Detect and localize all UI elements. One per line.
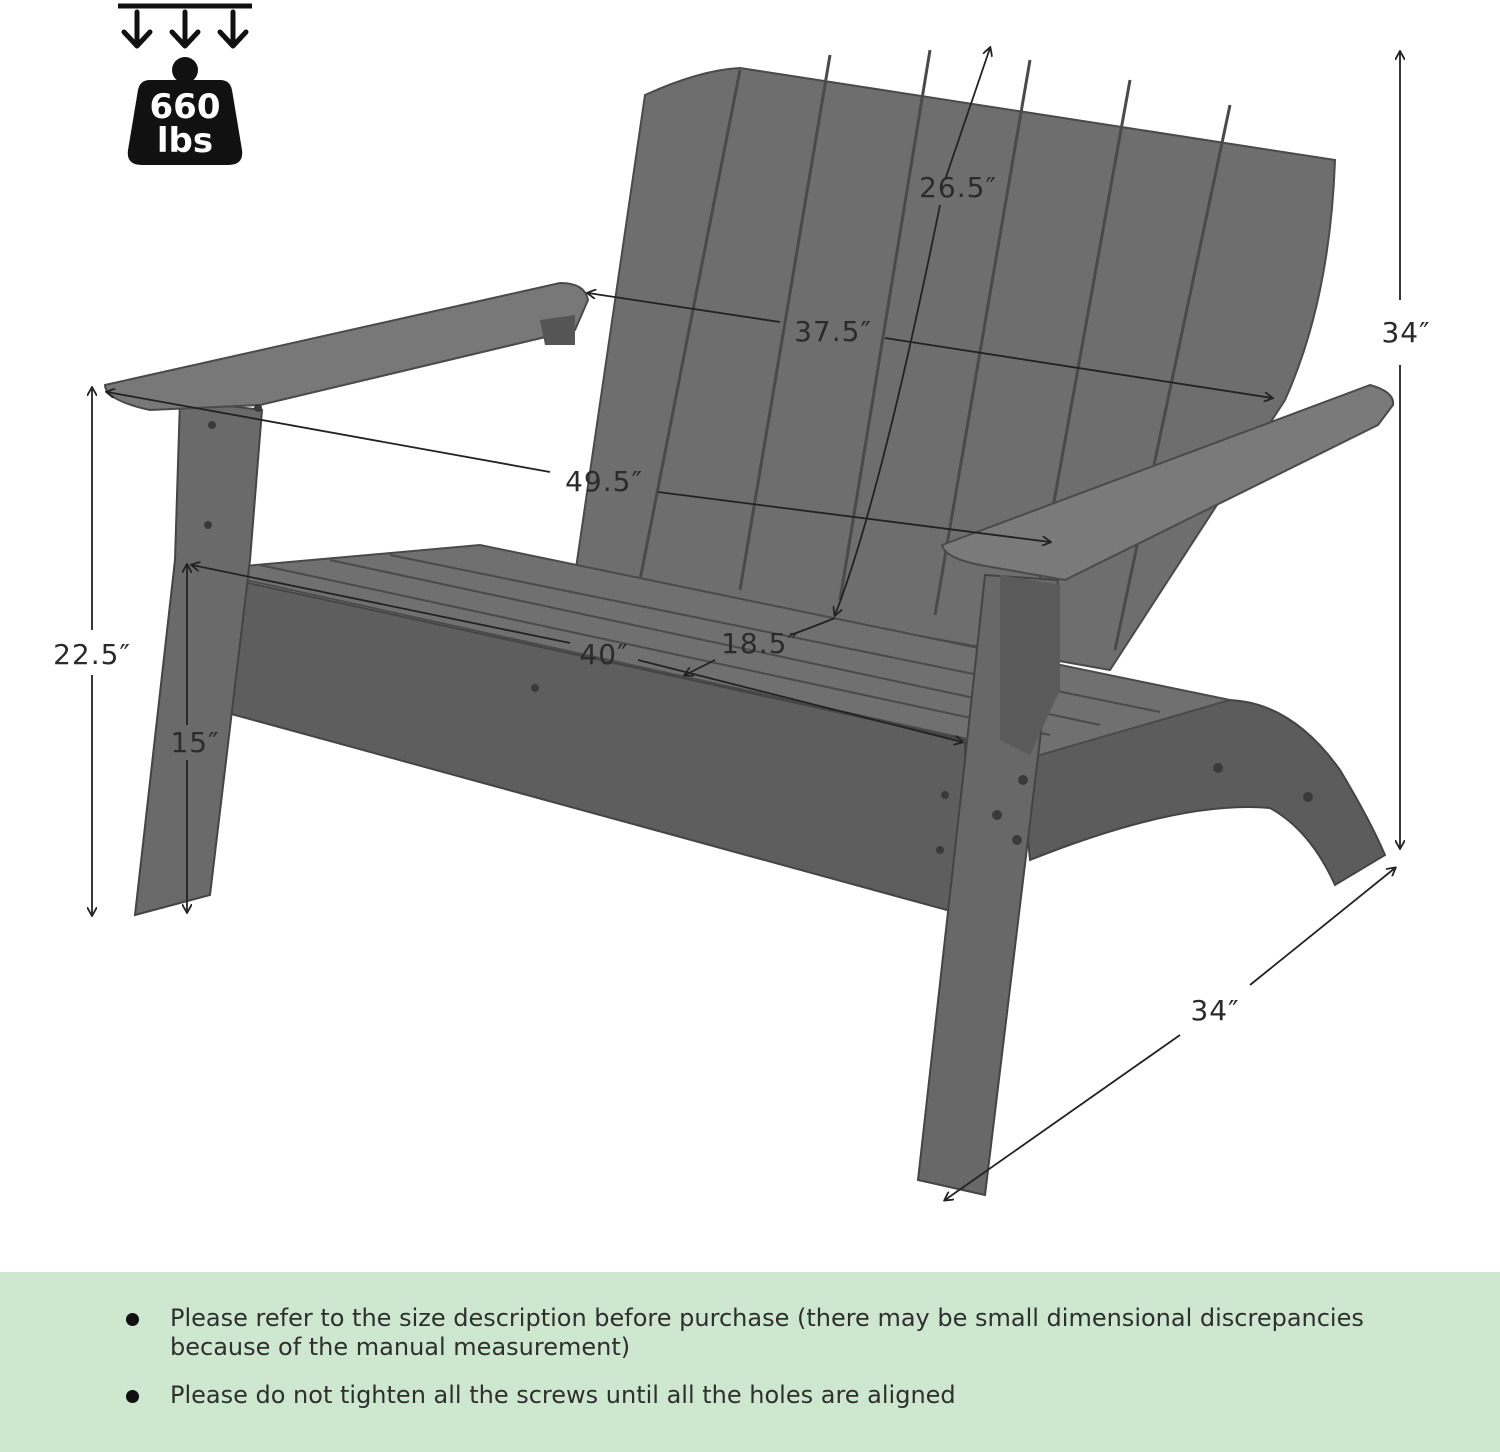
weight-unit: lbs (156, 121, 214, 161)
note-text: Please do not tighten all the screws until all the holes are aligned (170, 1381, 956, 1409)
weight-value: 660 (149, 87, 221, 127)
overall-depth-label: 34″ (1190, 994, 1240, 1027)
overall-height-label: 34″ (1381, 316, 1431, 349)
backrest-width-label: 37.5″ (794, 315, 872, 348)
seat-width-label: 40″ (579, 638, 629, 671)
seat-height-label: 15″ (170, 726, 220, 759)
seat-depth-label: 18.5″ (721, 627, 799, 660)
bullet-icon (126, 1390, 139, 1403)
note-text: Please refer to the size description before purchase (there may be small dimensional discrepancies because of the manual measurement) (170, 1304, 1364, 1361)
weight-capacity-icon (118, 6, 252, 165)
armrest-height-label: 22.5″ (53, 638, 131, 671)
bullet-icon (126, 1313, 139, 1326)
overall-width-label: 49.5″ (565, 465, 643, 498)
notes-panel (0, 1272, 1500, 1452)
backrest-height-label: 26.5″ (919, 171, 997, 204)
